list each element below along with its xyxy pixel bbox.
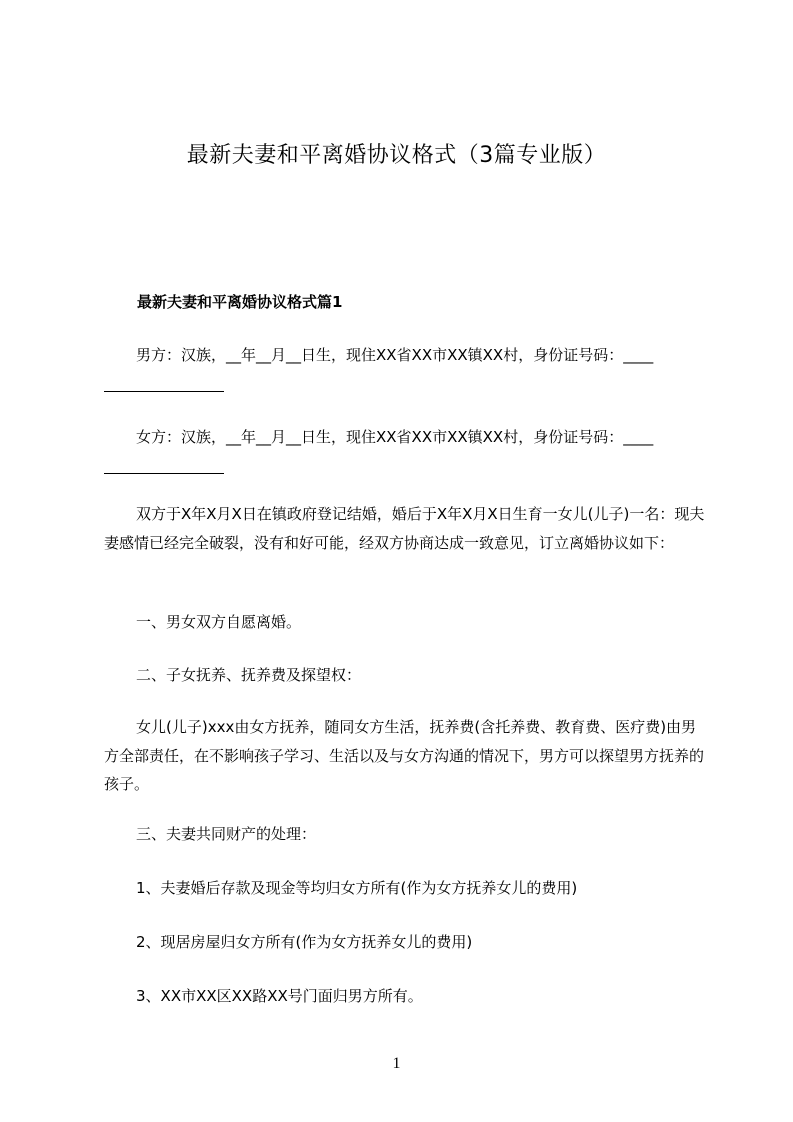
child-custody-paragraph: 女儿(儿子)xxx由女方抚养，随同女方生活，抚养费(含托养费、教育费、医疗费)由男方全部责任，在不影响孩子学习、生活以及与女方沟通的情况下，男方可以探望男方抚养的孩子。 bbox=[104, 718, 705, 793]
property-item-3: 3、XX市XX区XX路XX号门面归男方所有。 bbox=[136, 987, 423, 1005]
section-heading: 最新夫妻和平离婚协议格式篇1 bbox=[137, 293, 343, 311]
page-number: 1 bbox=[392, 1055, 401, 1072]
female-party-text: 女方：汉族，__年__月__日生，现住XX省XX市XX镇XX村，身份证号码：____ bbox=[136, 428, 654, 446]
property-item-2: 2、现居房屋归女方所有(作为女方抚养女儿的费用) bbox=[136, 933, 473, 951]
marriage-paragraph: 双方于X年X月X日在镇政府登记结婚，婚后于X年X月X日生育一女儿(儿子)一名：现夫妻感情已经完全破裂，没有和好可能，经双方协商达成一致意见，订立离婚协议如下： bbox=[104, 505, 705, 552]
female-party-paragraph bbox=[104, 423, 710, 474]
male-party-text: 男方：汉族，__年__月__日生，现住XX省XX市XX镇XX村，身份证号码：____ bbox=[136, 346, 654, 364]
male-party-paragraph bbox=[104, 341, 710, 392]
property-item-1: 1、夫妻婚后存款及现金等均归女方所有(作为女方抚养女儿的费用) bbox=[136, 879, 578, 897]
clause-two: 二、子女抚养、抚养费及探望权： bbox=[136, 666, 362, 684]
clause-three: 三、夫妻共同财产的处理： bbox=[136, 825, 317, 843]
clause-one: 一、男女双方自愿离婚。 bbox=[136, 613, 302, 631]
document-title: 最新夫妻和平离婚协议格式（3篇专业版） bbox=[186, 143, 607, 168]
